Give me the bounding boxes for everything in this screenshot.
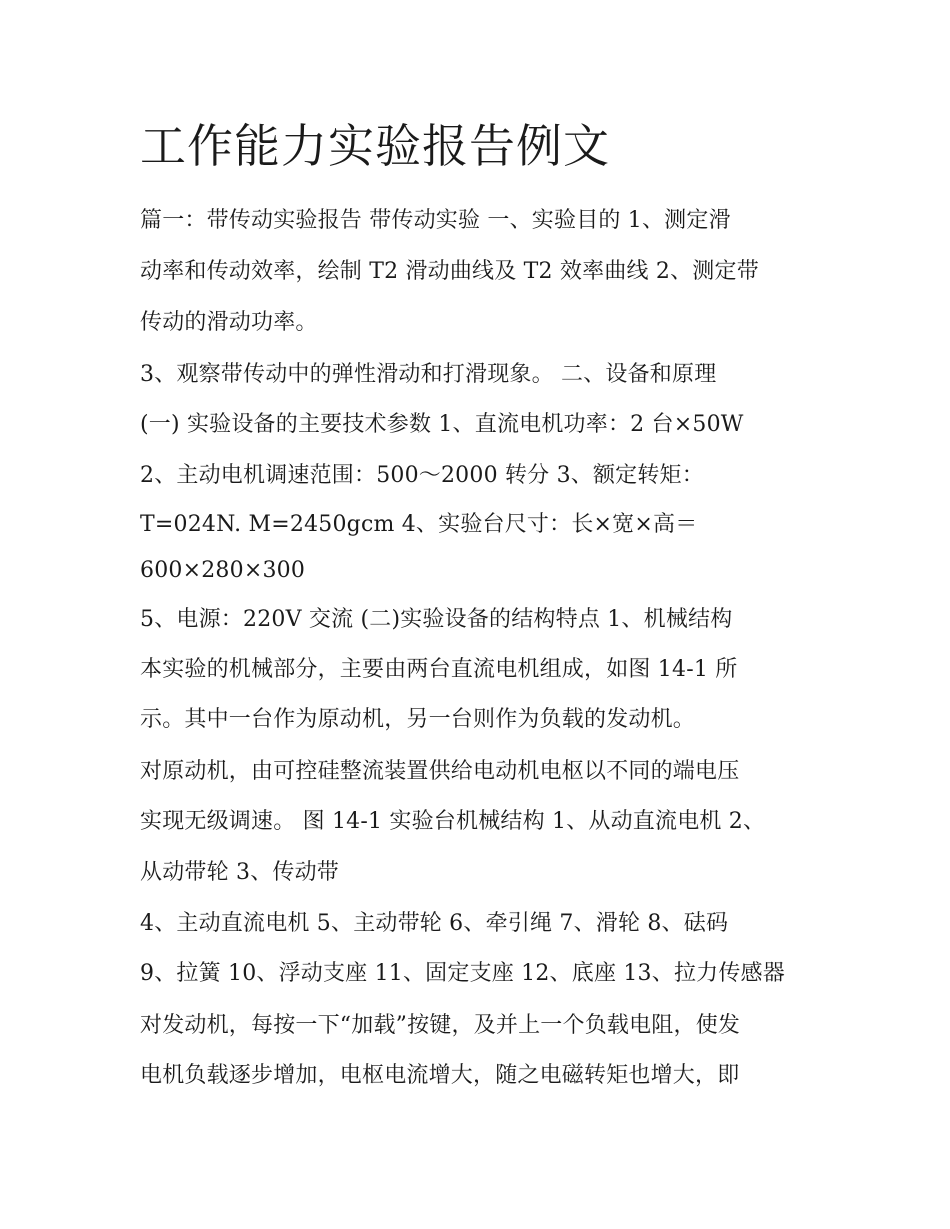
document-title: 工作能力实验报告例文 bbox=[140, 119, 610, 173]
body-line: 9、拉簧 10、浮动支座 11、固定支座 12、底座 13、拉力传感器 bbox=[140, 961, 785, 986]
body-line: 对发动机，每按一下“加载”按键，及并上一个负载电阻，使发 bbox=[140, 1013, 741, 1038]
body-line: 从动带轮 3、传动带 bbox=[140, 860, 339, 885]
body-line: 传动的滑动功率。 bbox=[140, 310, 318, 335]
body-line: 对原动机，由可控硅整流装置供给电动机电枢以不同的端电压 bbox=[140, 759, 740, 784]
body-line: 4、主动直流电机 5、主动带轮 6、牵引绳 7、滑轮 8、砝码 bbox=[140, 911, 729, 936]
body-line: 本实验的机械部分，主要由两台直流电机组成，如图 14-1 所 bbox=[140, 657, 738, 682]
body-line: 2、主动电机调速范围：500～2000 转分 3、额定转矩： bbox=[140, 463, 704, 488]
body-line: 篇一：带传动实验报告 带传动实验 一、实验目的 1、测定滑 bbox=[140, 208, 731, 233]
body-line: 600×280×300 bbox=[140, 558, 306, 583]
body-line: (一) 实验设备的主要技术参数 1、直流电机功率：2 台×50W bbox=[140, 412, 744, 437]
body-line: 5、电源：220V 交流 (二)实验设备的结构特点 1、机械结构 bbox=[140, 607, 733, 632]
body-line: 3、观察带传动中的弹性滑动和打滑现象。 二、设备和原理 bbox=[140, 362, 717, 387]
body-line: T=024N. M=2450gcm 4、实验台尺寸：长×宽×高＝ bbox=[140, 512, 698, 537]
body-line: 电机负载逐步增加，电枢电流增大，随之电磁转矩也增大，即 bbox=[140, 1063, 740, 1088]
body-line: 示。其中一台作为原动机，另一台则作为负载的发动机。 bbox=[140, 707, 696, 732]
body-line: 实现无级调速。 图 14-1 实验台机械结构 1、从动直流电机 2、 bbox=[140, 809, 766, 834]
body-line: 动率和传动效率，绘制 T2 滑动曲线及 T2 效率曲线 2、测定带 bbox=[140, 259, 759, 284]
